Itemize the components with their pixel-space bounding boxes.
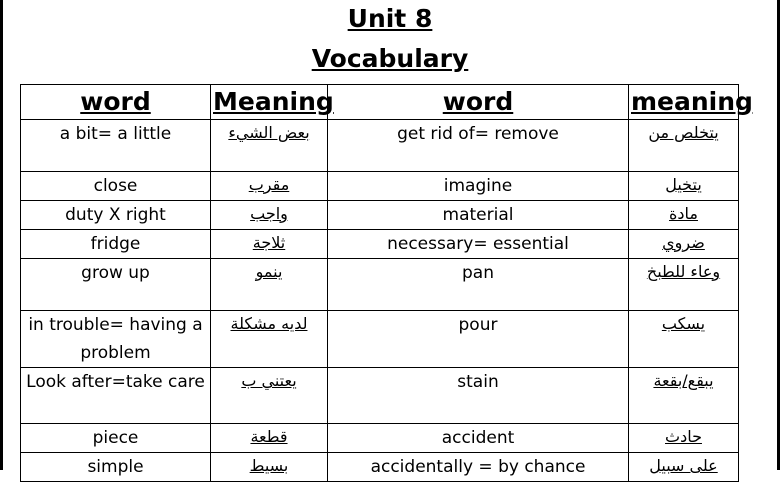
- word-cell: in trouble= having a problem: [21, 311, 211, 368]
- word-cell: piece: [21, 424, 211, 453]
- meaning-cell: بعض الشيء: [211, 120, 328, 172]
- word-cell: a bit= a little: [21, 120, 211, 172]
- meaning-cell: وعاء للطبخ: [629, 259, 739, 311]
- header-word-1: word: [21, 85, 211, 120]
- header-row: [21, 85, 739, 120]
- meaning-cell: واجب: [211, 201, 328, 230]
- word-cell: imagine: [328, 172, 629, 201]
- meaning-cell: مادة: [629, 201, 739, 230]
- vocabulary-title: Vocabulary: [311, 44, 469, 73]
- meaning-cell: ينمو: [211, 259, 328, 311]
- meaning-cell: مقرب: [211, 172, 328, 201]
- word-cell: pan: [328, 259, 629, 311]
- word-cell: duty X right: [21, 201, 211, 230]
- meaning-cell: حادث: [629, 424, 739, 453]
- meaning-cell: لديه مشكلة: [211, 311, 328, 368]
- meaning-cell: ثلاجة: [211, 230, 328, 259]
- word-cell: fridge: [21, 230, 211, 259]
- table-row: [21, 453, 739, 482]
- table-row: [21, 172, 739, 201]
- word-cell: Look after=take care: [21, 368, 211, 424]
- table-row: [21, 424, 739, 453]
- meaning-cell: يبقع/بقعة: [629, 368, 739, 424]
- header-meaning-2: meaning: [629, 85, 739, 120]
- meaning-cell: على سبيل: [629, 453, 739, 482]
- table-row: [21, 368, 739, 424]
- meaning-cell: ضروي: [629, 230, 739, 259]
- word-cell: necessary= essential: [328, 230, 629, 259]
- word-cell: accident: [328, 424, 629, 453]
- meaning-cell: بسيط: [211, 453, 328, 482]
- meaning-cell: يتخلص من: [629, 120, 739, 172]
- word-cell: get rid of= remove: [328, 120, 629, 172]
- meaning-cell: قطعة: [211, 424, 328, 453]
- word-cell: close: [21, 172, 211, 201]
- table-row: [21, 230, 739, 259]
- header-meaning-1: Meaning: [211, 85, 328, 120]
- word-cell: simple: [21, 453, 211, 482]
- table-row: [21, 311, 739, 368]
- meaning-cell: يتخيل: [629, 172, 739, 201]
- meaning-cell: يعتني ب: [211, 368, 328, 424]
- word-cell: stain: [328, 368, 629, 424]
- header-word-2: word: [328, 85, 629, 120]
- table-row: [21, 259, 739, 311]
- meaning-cell: يسكب: [629, 311, 739, 368]
- unit-title: Unit 8: [347, 4, 433, 33]
- word-cell: accidentally = by chance: [328, 453, 629, 482]
- word-cell: material: [328, 201, 629, 230]
- table-row: [21, 120, 739, 172]
- table-row: [21, 201, 739, 230]
- word-cell: grow up: [21, 259, 211, 311]
- word-cell: pour: [328, 311, 629, 368]
- vocabulary-table: [20, 84, 753, 482]
